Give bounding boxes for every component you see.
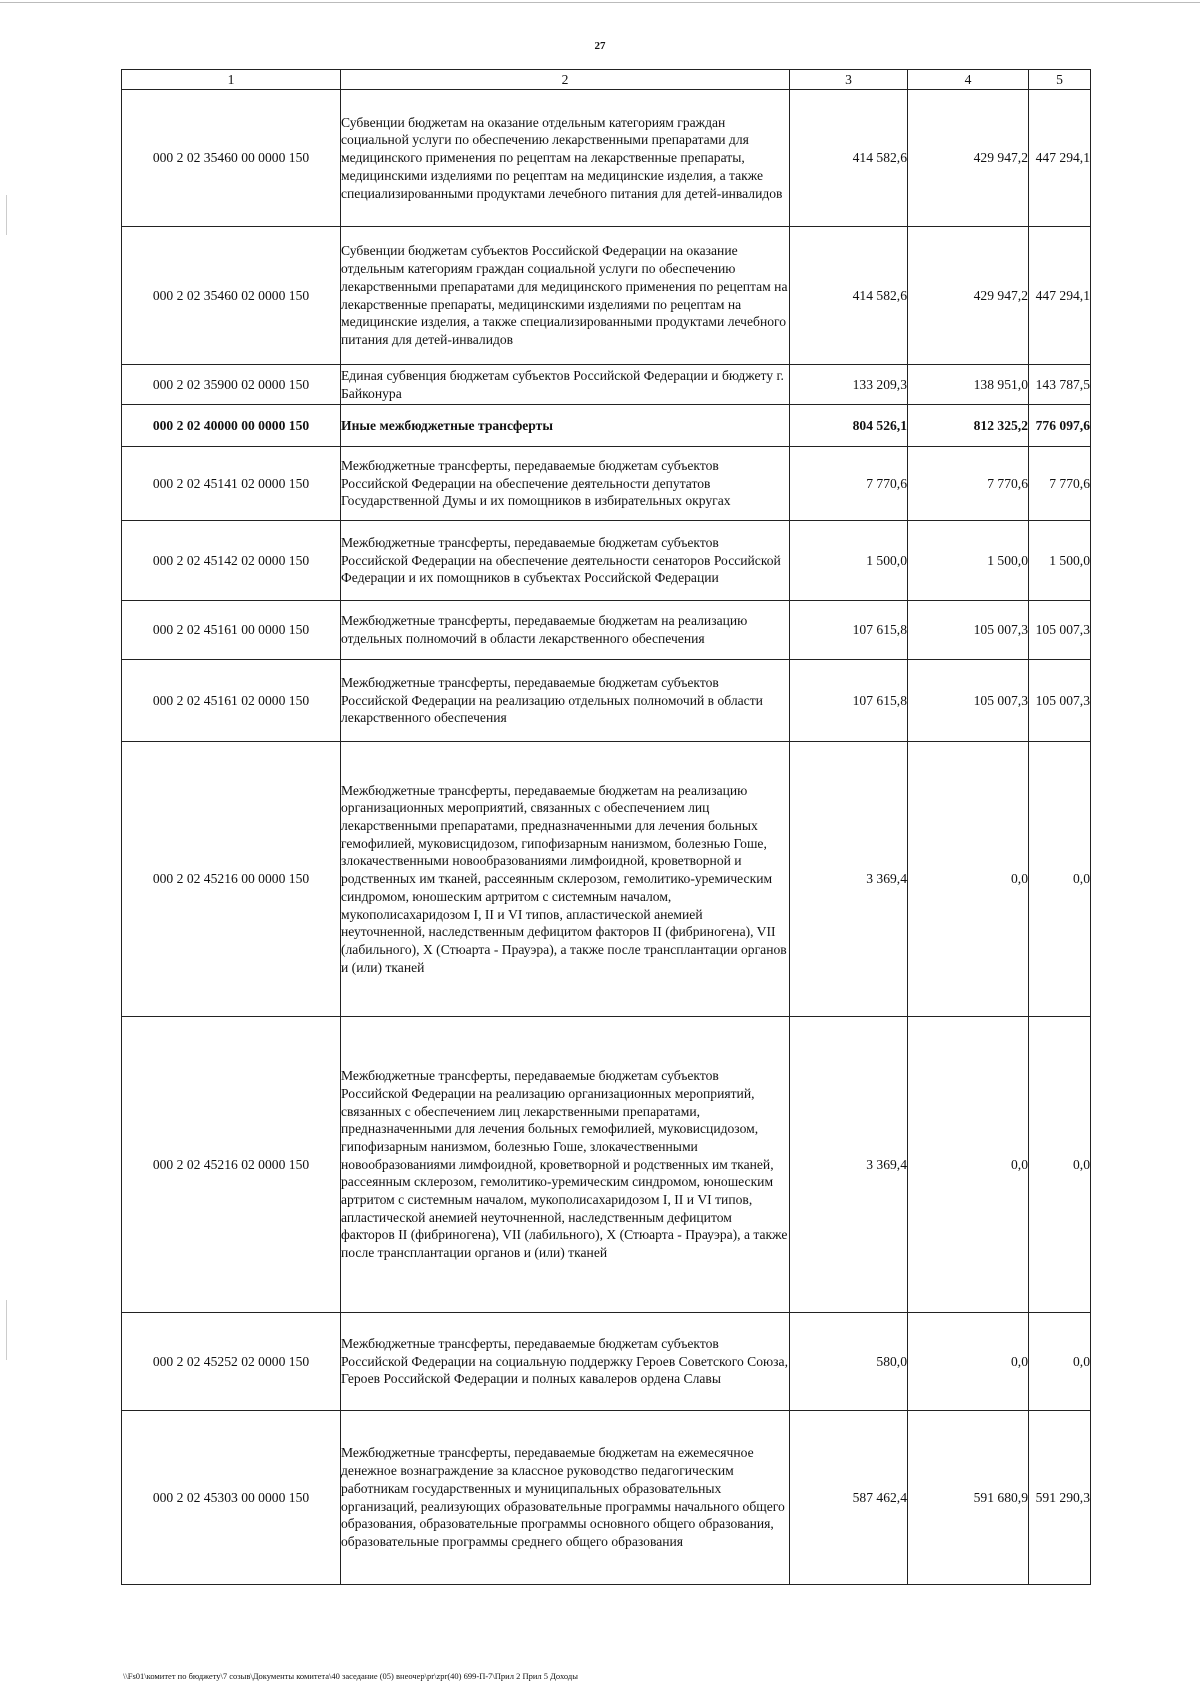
row-value-col4: 812 325,2 bbox=[908, 405, 1029, 447]
table-row bbox=[122, 521, 1091, 601]
row-description: Межбюджетные трансферты, передаваемые бюджетам субъектов Российской Федерации на обеспечение деятельности сенаторов Российской Федерации и их помощников в субъектах Российской Федерации bbox=[341, 521, 790, 601]
row-value-col5: 447 294,1 bbox=[1029, 227, 1091, 365]
row-code: 000 2 02 45141 02 0000 150 bbox=[122, 447, 341, 521]
table-row bbox=[122, 90, 1091, 227]
revenue-table bbox=[121, 69, 1091, 1585]
row-value-col4: 7 770,6 bbox=[908, 447, 1029, 521]
row-value-col4: 0,0 bbox=[908, 1313, 1029, 1411]
row-value-col4: 429 947,2 bbox=[908, 90, 1029, 227]
row-value-col4: 429 947,2 bbox=[908, 227, 1029, 365]
table-row bbox=[122, 227, 1091, 365]
table-row bbox=[122, 742, 1091, 1017]
column-header: 4 bbox=[908, 70, 1029, 90]
row-value-col5: 1 500,0 bbox=[1029, 521, 1091, 601]
table-row bbox=[122, 1411, 1091, 1585]
row-value-col4: 105 007,3 bbox=[908, 660, 1029, 742]
table-row bbox=[122, 447, 1091, 521]
row-description: Межбюджетные трансферты, передаваемые бюджетам субъектов Российской Федерации на реализацию организационных мероприятий, связанных с обеспечением лиц лекарственными препаратами, предназначенными для лечения больных гемофилией, муковисцидозом, гипофизарным нанизмом, болезнью Гоше, злокачественными новообразованиями лимфоидной, кроветворной и родственных им тканей, рассеянным склерозом, гемолитико-уремическим синдромом, юношеским артритом с системным началом, мукополисахаридозом I, II и VI типов, апластической анемией неуточненной, наследственным дефицитом факторов II (фибриногена), VII (лабильного), X (Стюарта - Прауэра), а также после трансплантации органов и (или) тканей bbox=[341, 1017, 790, 1313]
row-description: Межбюджетные трансферты, передаваемые бюджетам на реализацию организационных мероприятий, связанных с обеспечением лиц лекарственными препаратами, предназначенными для лечения больных гемофилией, муковисцидозом, гипофизарным нанизмом, болезнью Гоше, злокачественными новообразованиями лимфоидной, кроветворной и родственных им тканей, рассеянным склерозом, гемолитико-уремическим синдромом, юношеским артритом с системным началом, мукополисахаридозом I, II и VI типов, апластической анемией неуточненной, наследственным дефицитом факторов II (фибриногена), VII (лабильного), X (Стюарта - Прауэра), а также после трансплантации органов и (или) тканей bbox=[341, 742, 790, 1017]
row-value-col3: 1 500,0 bbox=[790, 521, 908, 601]
row-value-col3: 3 369,4 bbox=[790, 1017, 908, 1313]
table-row bbox=[122, 601, 1091, 660]
row-value-col5: 105 007,3 bbox=[1029, 601, 1091, 660]
table-row bbox=[122, 1313, 1091, 1411]
row-code: 000 2 02 35900 02 0000 150 bbox=[122, 365, 341, 405]
row-description: Межбюджетные трансферты, передаваемые бюджетам на реализацию отдельных полномочий в области лекарственного обеспечения bbox=[341, 601, 790, 660]
page-number: 27 bbox=[594, 40, 606, 52]
table-row bbox=[122, 1017, 1091, 1313]
row-value-col4: 0,0 bbox=[908, 1017, 1029, 1313]
row-value-col3: 107 615,8 bbox=[790, 660, 908, 742]
table-row bbox=[122, 660, 1091, 742]
row-value-col3: 133 209,3 bbox=[790, 365, 908, 405]
row-value-col5: 7 770,6 bbox=[1029, 447, 1091, 521]
scan-margin-mark bbox=[6, 1300, 7, 1360]
row-description: Межбюджетные трансферты, передаваемые бюджетам на ежемесячное денежное вознаграждение за классное руководство педагогическим работникам государственных и муниципальных образовательных организаций, реализующих образовательные программы начального общего образования, образовательные программы основного общего образования, образовательные программы среднего общего образования bbox=[341, 1411, 790, 1585]
row-code: 000 2 02 45142 02 0000 150 bbox=[122, 521, 341, 601]
row-value-col4: 1 500,0 bbox=[908, 521, 1029, 601]
row-value-col3: 7 770,6 bbox=[790, 447, 908, 521]
scan-margin-mark bbox=[6, 195, 7, 235]
row-description: Иные межбюджетные трансферты bbox=[341, 405, 790, 447]
row-value-col5: 0,0 bbox=[1029, 1017, 1091, 1313]
row-description: Единая субвенция бюджетам субъектов Российской Федерации и бюджету г. Байконура bbox=[341, 365, 790, 405]
row-code: 000 2 02 45216 00 0000 150 bbox=[122, 742, 341, 1017]
table-row bbox=[122, 365, 1091, 405]
row-code: 000 2 02 45161 02 0000 150 bbox=[122, 660, 341, 742]
table-body bbox=[122, 90, 1091, 1585]
row-value-col5: 776 097,6 bbox=[1029, 405, 1091, 447]
column-header: 1 bbox=[122, 70, 341, 90]
row-value-col5: 0,0 bbox=[1029, 1313, 1091, 1411]
row-code: 000 2 02 45252 02 0000 150 bbox=[122, 1313, 341, 1411]
row-value-col4: 591 680,9 bbox=[908, 1411, 1029, 1585]
row-description: Межбюджетные трансферты, передаваемые бюджетам субъектов Российской Федерации на обеспечение деятельности депутатов Государственной Думы и их помощников в избирательных округах bbox=[341, 447, 790, 521]
row-code: 000 2 02 45303 00 0000 150 bbox=[122, 1411, 341, 1585]
row-value-col4: 0,0 bbox=[908, 742, 1029, 1017]
row-value-col3: 580,0 bbox=[790, 1313, 908, 1411]
row-code: 000 2 02 45216 02 0000 150 bbox=[122, 1017, 341, 1313]
table-header-row bbox=[122, 70, 1091, 90]
column-header: 5 bbox=[1029, 70, 1091, 90]
row-value-col5: 105 007,3 bbox=[1029, 660, 1091, 742]
row-description: Межбюджетные трансферты, передаваемые бюджетам субъектов Российской Федерации на социальную поддержку Героев Советского Союза, Героев Российской Федерации и полных кавалеров ордена Славы bbox=[341, 1313, 790, 1411]
row-code: 000 2 02 40000 00 0000 150 bbox=[122, 405, 341, 447]
top-scan-edge bbox=[0, 2, 1200, 3]
row-value-col5: 0,0 bbox=[1029, 742, 1091, 1017]
column-header: 3 bbox=[790, 70, 908, 90]
column-header: 2 bbox=[341, 70, 790, 90]
row-value-col3: 3 369,4 bbox=[790, 742, 908, 1017]
row-value-col5: 143 787,5 bbox=[1029, 365, 1091, 405]
row-code: 000 2 02 45161 00 0000 150 bbox=[122, 601, 341, 660]
row-value-col3: 587 462,4 bbox=[790, 1411, 908, 1585]
table-row bbox=[122, 405, 1091, 447]
row-description: Субвенции бюджетам субъектов Российской Федерации на оказание отдельным категориям граждан социальной услуги по обеспечению лекарственными препаратами для медицинского применения по рецептам на лекарственные препараты, медицинскими изделиями по рецептам на медицинские изделия, а также специализированными продуктами лечебного питания для детей-инвалидов bbox=[341, 227, 790, 365]
footer-file-path: \\Fs01\комитет по бюджету\7 созыв\Документы комитета\40 заседание (05) внеочер\pr\zpr(40) 699-П-7\Прил 2 Прил 5 Доходы bbox=[123, 1671, 578, 1681]
row-value-col3: 414 582,6 bbox=[790, 90, 908, 227]
row-value-col3: 804 526,1 bbox=[790, 405, 908, 447]
row-value-col4: 105 007,3 bbox=[908, 601, 1029, 660]
row-value-col3: 414 582,6 bbox=[790, 227, 908, 365]
row-description: Межбюджетные трансферты, передаваемые бюджетам субъектов Российской Федерации на реализацию отдельных полномочий в области лекарственного обеспечения bbox=[341, 660, 790, 742]
row-code: 000 2 02 35460 02 0000 150 bbox=[122, 227, 341, 365]
row-value-col5: 447 294,1 bbox=[1029, 90, 1091, 227]
row-description: Субвенции бюджетам на оказание отдельным категориям граждан социальной услуги по обеспечению лекарственными препаратами для медицинского применения по рецептам на лекарственные препараты, медицинскими изделиями по рецептам на медицинские изделия, а также специализированными продуктами лечебного питания для детей-инвалидов bbox=[341, 90, 790, 227]
row-value-col4: 138 951,0 bbox=[908, 365, 1029, 405]
row-code: 000 2 02 35460 00 0000 150 bbox=[122, 90, 341, 227]
row-value-col5: 591 290,3 bbox=[1029, 1411, 1091, 1585]
row-value-col3: 107 615,8 bbox=[790, 601, 908, 660]
